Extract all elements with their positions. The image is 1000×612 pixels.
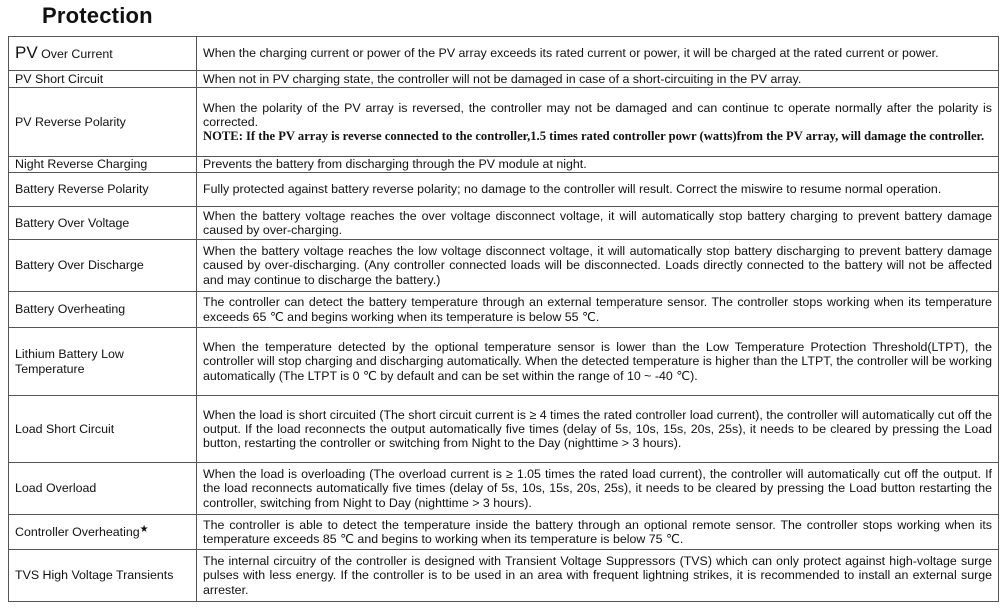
row-name: Load Short Circuit [9, 396, 197, 463]
table-row [9, 550, 999, 602]
row-name-rest: Over Current [37, 46, 113, 61]
row-description [197, 88, 999, 157]
row-description: Prevents the battery from discharging through the PV module at night. [197, 157, 999, 173]
table-row [9, 207, 999, 240]
row-name: TVS High Voltage Transients [9, 550, 197, 602]
row-description: The internal circuitry of the controller is designed with Transient Voltage Suppressors (TVS) which can only protect against high-voltage surge pulses with less energy. If the controller is to be used in an area with frequent lightning strikes, it is recommended to install an external surge arrester. [197, 550, 999, 602]
row-name: Battery Over Discharge [9, 240, 197, 292]
row-name: PV Short Circuit [9, 71, 197, 88]
table-row [9, 37, 999, 71]
table-row [9, 463, 999, 515]
row-description: When the temperature detected by the optional temperature sensor is lower than the Low Temperature Protection Threshold(LTPT), the controller will stop charging and discharging automatically. When the detected temperature is higher than the LTPT, the controller will be working automatically (The LTPT is 0 ℃ by default and can be set within the range of 10 ~ -40 ℃). [197, 328, 999, 396]
row-description: The controller can detect the battery temperature through an external temperature sensor. The controller stops working when its temperature exceeds 65 ℃ and begins working when its temperature is below 55 ℃. [197, 292, 999, 328]
table-row [9, 157, 999, 173]
table-row [9, 515, 999, 550]
row-name: Battery Over Voltage [9, 207, 197, 240]
row-description: The controller is able to detect the temperature inside the battery through an optional remote sensor. The controller stops working when its temperature exceeds 85 ℃ and begins to working when its temperature is below 75 ℃. [197, 515, 999, 550]
table-row [9, 88, 999, 157]
row-description: When the battery voltage reaches the low voltage disconnect voltage, it will automatically stop battery discharging to prevent battery damage caused by over-discharging. (Any controller connected loads will be disconnected. Loads directly connected to the battery will not be affected and may continue to discharge the battery.) [197, 240, 999, 292]
page-title: Protection [42, 3, 153, 28]
row-description: When the charging current or power of the PV array exceeds its rated current or power, it will be charged at the rated current or power. [197, 37, 999, 71]
row-name: Night Reverse Charging [9, 157, 197, 173]
row-name: Battery Overheating [9, 292, 197, 328]
table-row [9, 173, 999, 207]
table-row [9, 240, 999, 292]
row-description-text: When the polarity of the PV array is reversed, the controller may not be damaged and can continue tc operate normally after the polarity is corrected. [203, 100, 992, 129]
row-name-text: Controller Overheating [15, 524, 140, 539]
row-description: When not in PV charging state, the controller will not be damaged in case of a short-circuiting in the PV array. [197, 71, 999, 88]
row-name: PV Reverse Polarity [9, 88, 197, 157]
row-description: When the load is short circuited (The short circuit current is ≥ 4 times the rated controller load current), the controller will automatically cut off the output. If the load reconnects the output automatically five times (delay of 5s, 10s, 15s, 20s, 25s), it needs to be cleared by pressing the Load button, restarting the controller or switching from Night to the Day (nighttime > 3 hours). [197, 396, 999, 463]
row-name: Load Overload [9, 463, 197, 515]
row-description: Fully protected against battery reverse polarity; no damage to the controller will result. Correct the miswire to resume normal operation. [197, 173, 999, 207]
table-row [9, 328, 999, 396]
table-row [9, 71, 999, 88]
row-name [9, 37, 197, 71]
row-description: When the load is overloading (The overload current is ≥ 1.05 times the rated load current), the controller will automatically cut off the output. If the load reconnects automatically five times (delay of 5s, 10s, 15s, 20s, 25s), it needs to be cleared by pressing the Load button restarting the controller, switching from Night to Day (nighttime > 3 hours). [197, 463, 999, 515]
table-row [9, 396, 999, 463]
row-note: NOTE: If the PV array is reverse connected to the controller,1.5 times rated controller powr (watts)from the PV array, will damage the controller. [203, 129, 985, 144]
row-name: Lithium Battery Low Temperature [9, 328, 197, 396]
row-name-big: PV [15, 42, 38, 62]
protection-table [8, 36, 999, 602]
row-description: When the battery voltage reaches the over voltage disconnect voltage, it will automatically stop battery charging to prevent battery damage caused by over-charging. [197, 207, 999, 240]
star-icon: ★ [139, 523, 149, 535]
row-name: Battery Reverse Polarity [9, 173, 197, 207]
row-name [9, 515, 197, 550]
table-row [9, 292, 999, 328]
